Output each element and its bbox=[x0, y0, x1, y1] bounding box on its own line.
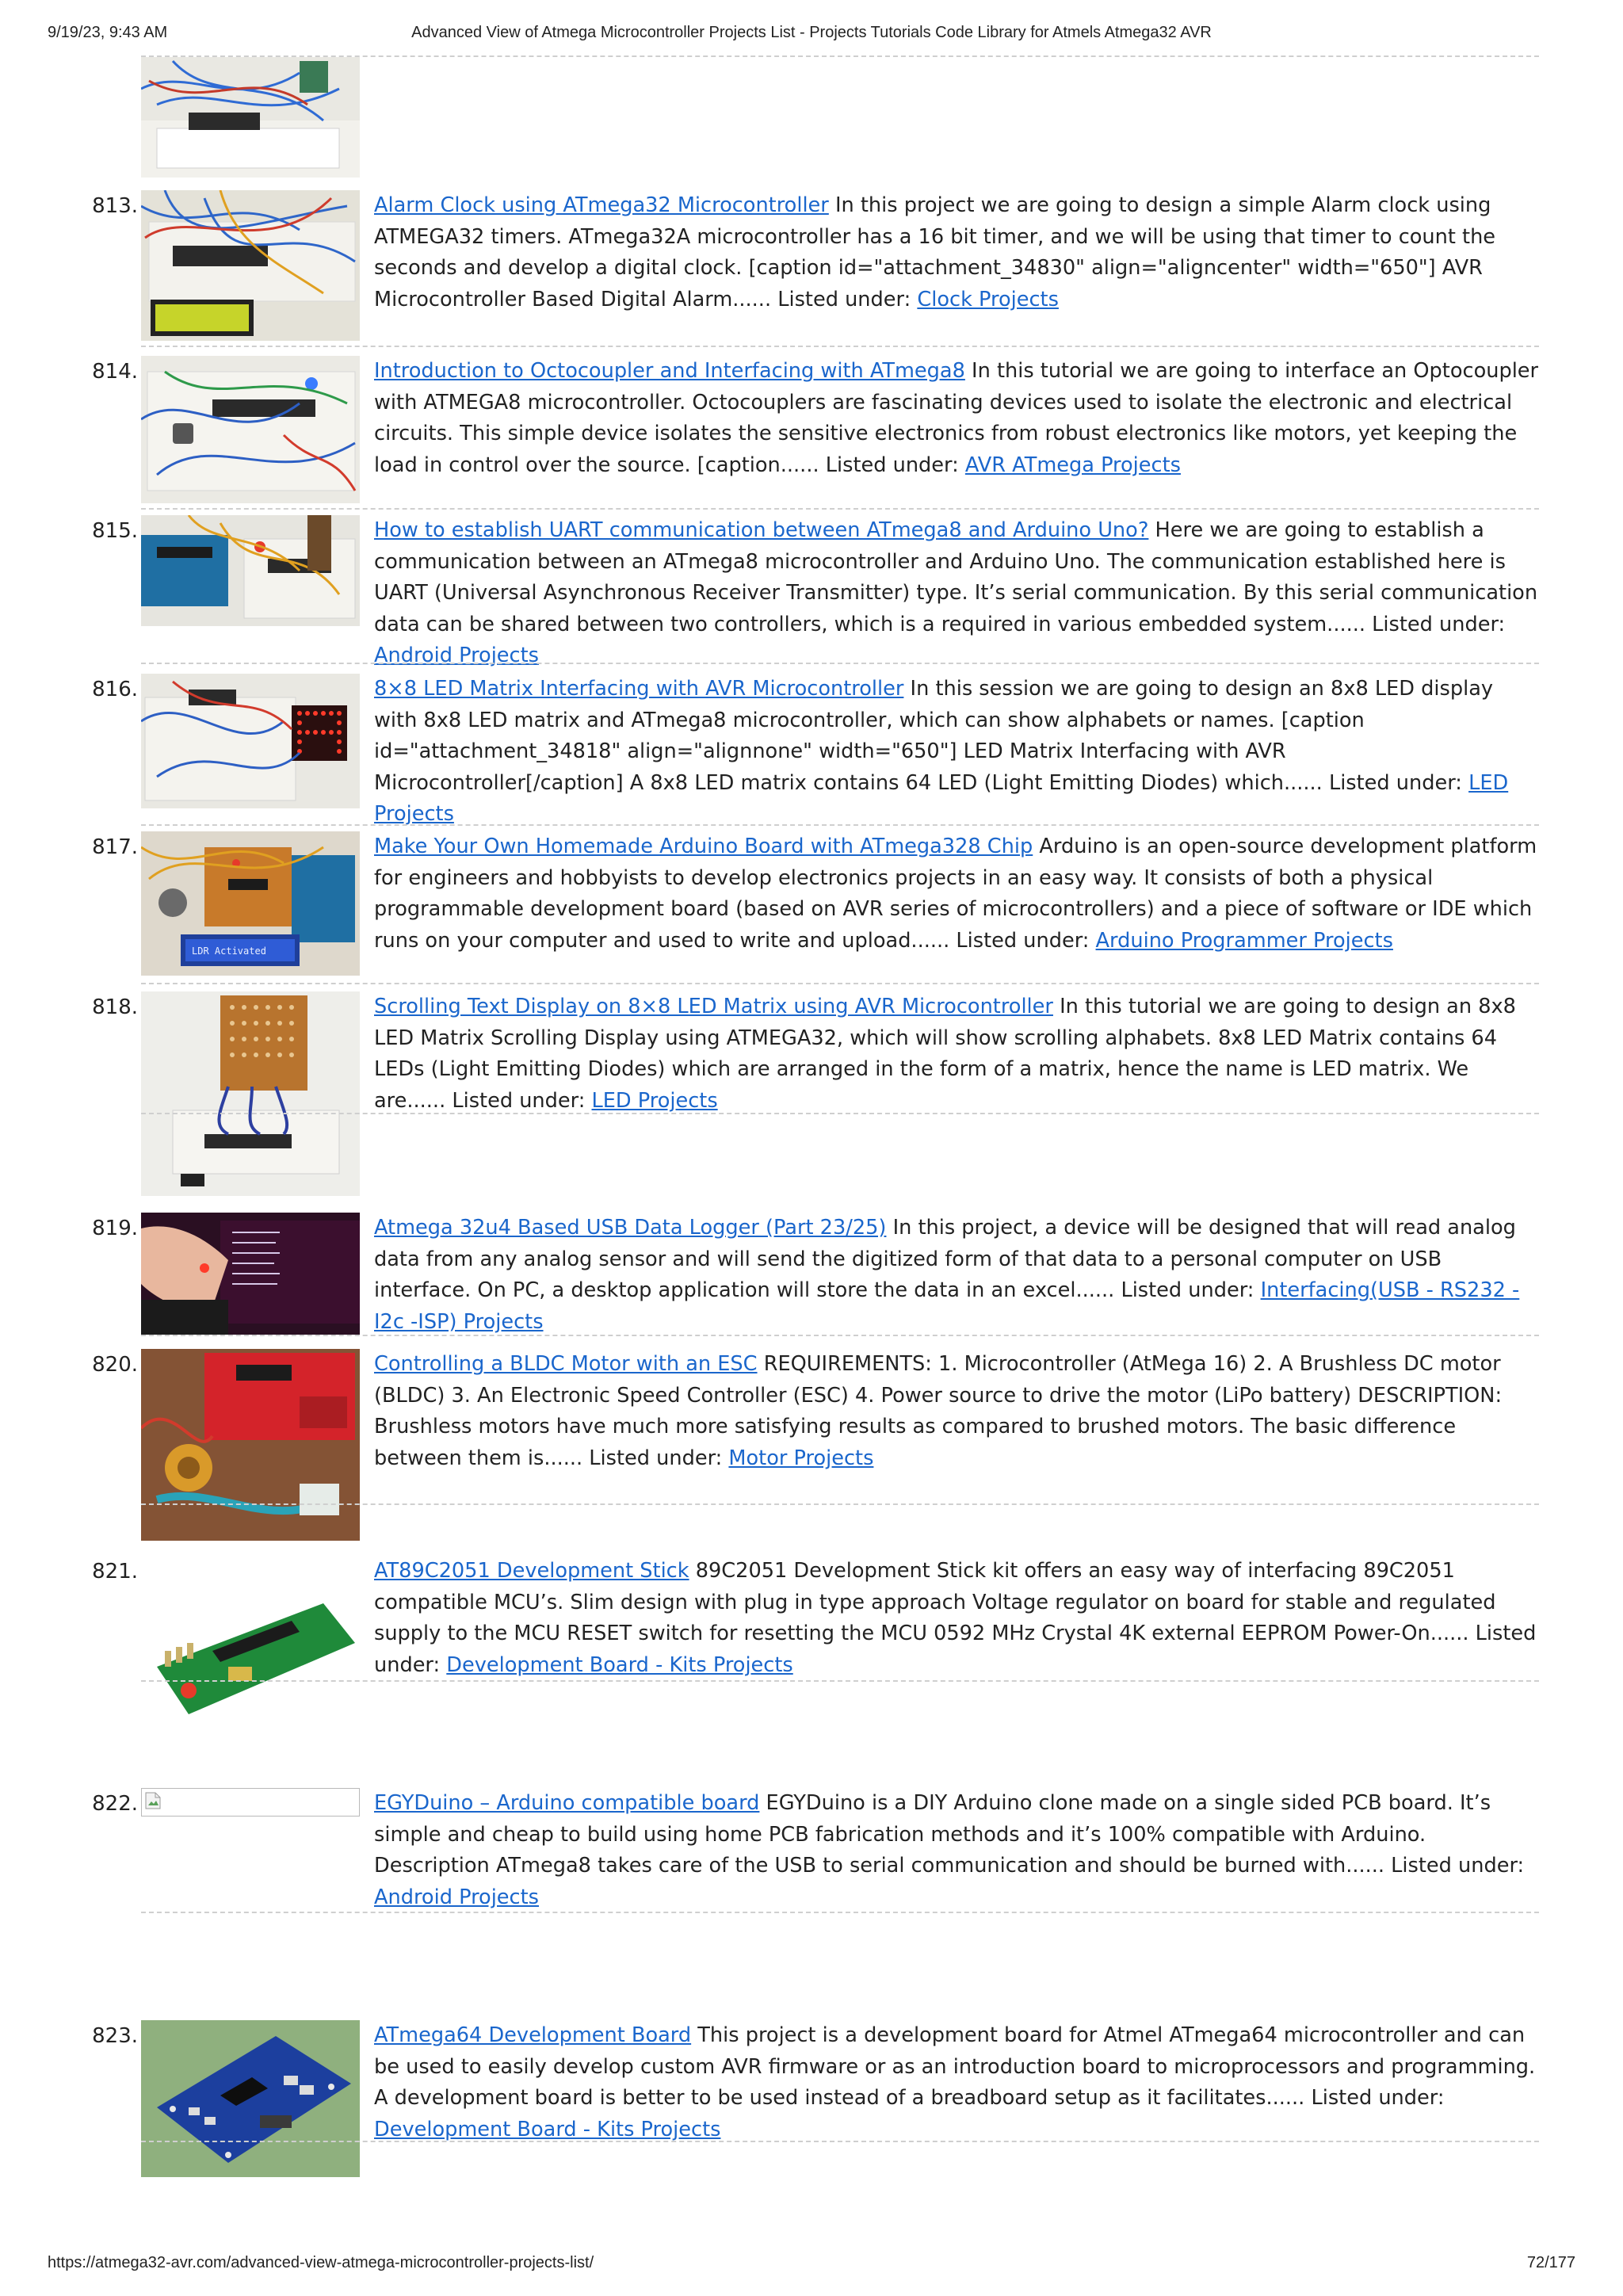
entry-text bbox=[374, 991, 1541, 1117]
entry-thumbnail[interactable] bbox=[141, 515, 360, 626]
listed-under-label: Listed under: bbox=[374, 1622, 1537, 1677]
divider bbox=[141, 2141, 1539, 2142]
entry-description: In this project we are going to design a simple Alarm clock using ATMEGA32 timers. ATmega32A microcontroller has a 16 bit timer, and we will be using that timer to count the seconds and develop a digital clock. [caption id="attachment_34830" align="aligncenter" width="650"] AVR Microcontroller Based Digital Alarm...... bbox=[374, 193, 1496, 311]
entry-text bbox=[374, 356, 1541, 481]
entry-title-link[interactable]: Atmega 32u4 Based USB Data Logger (Part 23/25) bbox=[374, 1216, 887, 1240]
listed-under-label: Listed under: bbox=[956, 928, 1090, 953]
divider bbox=[141, 1335, 1539, 1336]
listed-under-label: Listed under: bbox=[1311, 2086, 1445, 2110]
divider bbox=[141, 1113, 1539, 1114]
entry-thumbnail[interactable] bbox=[141, 1556, 360, 1738]
entry-thumbnail[interactable] bbox=[141, 1349, 360, 1541]
category-link[interactable]: LED Projects bbox=[374, 770, 1509, 826]
entry-number: 817. bbox=[92, 835, 138, 859]
arduino-uart-photo-icon bbox=[141, 515, 360, 626]
entry-thumbnail[interactable] bbox=[141, 356, 360, 503]
listed-under-label: Listed under: bbox=[589, 1446, 723, 1470]
category-link[interactable]: Android Projects bbox=[374, 644, 539, 667]
divider bbox=[141, 508, 1539, 510]
entry-text bbox=[374, 674, 1541, 831]
divider bbox=[141, 1912, 1539, 1913]
breadboard-optocoupler-photo-icon bbox=[141, 356, 360, 503]
entry-text bbox=[374, 1213, 1541, 1338]
divider bbox=[141, 1503, 1539, 1505]
entry-thumbnail[interactable] bbox=[141, 190, 360, 341]
divider bbox=[141, 663, 1539, 664]
entry-text bbox=[374, 1556, 1541, 1681]
perfboard-led-matrix-photo-icon bbox=[141, 991, 360, 1196]
entry-title-link[interactable]: Make Your Own Homemade Arduino Board with ATmega328 Chip bbox=[374, 835, 1033, 858]
category-link[interactable]: Android Projects bbox=[374, 1885, 539, 1909]
entry-thumbnail[interactable] bbox=[141, 1213, 360, 1335]
entry-title-link[interactable]: 8×8 LED Matrix Interfacing with AVR Microcontroller bbox=[374, 677, 904, 701]
listed-under-label: Listed under: bbox=[1391, 1854, 1525, 1878]
listed-under-label: Listed under: bbox=[1328, 770, 1462, 795]
category-link[interactable]: Motor Projects bbox=[728, 1446, 874, 1470]
atmega64-board-photo-icon bbox=[141, 2020, 360, 2177]
category-link[interactable]: Clock Projects bbox=[917, 287, 1059, 311]
entry-number: 823. bbox=[92, 2024, 138, 2048]
entry-text bbox=[374, 1349, 1541, 1474]
entry-description: In this project, a device will be designed that will read analog data from any analog sensor and will send the digitized form of that data to a personal computer on USB interface. On PC, a desktop application will store the data in an excel...... bbox=[374, 1216, 1516, 1302]
breadboard-lcd-photo-icon bbox=[141, 190, 360, 341]
entry-description: Arduino is an open-source development platform for engineers and hobbyists to develop electronics projects in an easy way. It consists of both a physical programmable development board (based on AVR series of microcontrollers) and a piece of software or IDE which runs on your computer and used to write and upload...... bbox=[374, 835, 1537, 953]
entry-thumbnail[interactable] bbox=[141, 831, 360, 976]
category-link[interactable]: LED Projects bbox=[591, 1088, 718, 1113]
entry-title-link[interactable]: How to establish UART communication between ATmega8 and Arduino Uno? bbox=[374, 518, 1149, 542]
entry-title-link[interactable]: EGYDuino – Arduino compatible board bbox=[374, 1791, 760, 1815]
divider bbox=[141, 1680, 1539, 1682]
entry-thumbnail[interactable] bbox=[141, 991, 360, 1196]
entry-description: In this session we are going to design an 8x8 LED display with 8x8 LED matrix and ATmega8 microcontroller, which can show alphabets or names. [caption id="attachment_34818" align="alignnone" width="650"] LED Matrix Interfacing with AVR Microcontroller[/caption] A 8x8 LED matrix contains 64 LED (Light Emitting Diodes) which...... bbox=[374, 677, 1494, 795]
entry-text bbox=[374, 831, 1541, 957]
entry-description: In this tutorial we are going to design an 8x8 LED Matrix Scrolling Display using ATMEGA32, which will show scrolling alphabets. 8x8 LED Matrix contains 64 LEDs (Light Emitting Diodes) which are arranged in the form of a matrix, hence the name is LED matrix. We are...... bbox=[374, 995, 1516, 1113]
entry-number: 818. bbox=[92, 995, 138, 1019]
usb-logger-photo-icon bbox=[141, 1213, 360, 1335]
category-link[interactable]: Development Board - Kits Projects bbox=[446, 1652, 793, 1677]
dev-stick-photo-icon bbox=[141, 1556, 360, 1738]
listed-under-label: Listed under: bbox=[1121, 1278, 1254, 1302]
listed-under-label: Listed under: bbox=[1372, 612, 1506, 636]
entry-text bbox=[374, 190, 1541, 315]
category-link[interactable]: AVR ATmega Projects bbox=[964, 453, 1181, 477]
divider bbox=[141, 983, 1539, 984]
entry-title-link[interactable]: Introduction to Octocoupler and Interfacing with ATmega8 bbox=[374, 359, 965, 383]
entry-description: EGYDuino is a DIY Arduino clone made on a single sided PCB board. It’s simple and cheap to build using home PCB fabrication methods and it’s 100% compatible with Arduino. Description ATmega8 takes care of the USB to serial communication and should be burned with...... bbox=[374, 1791, 1491, 1878]
page-url: https://atmega32-avr.com/advanced-view-atmega-microcontroller-projects-list/ bbox=[48, 2254, 594, 2271]
entry-text bbox=[374, 1788, 1541, 1913]
entry-number: 819. bbox=[92, 1217, 138, 1240]
entry-number: 813. bbox=[92, 194, 138, 218]
entry-number: 814. bbox=[92, 360, 138, 384]
category-link[interactable]: Arduino Programmer Projects bbox=[1095, 928, 1393, 953]
entry-thumbnail[interactable] bbox=[141, 1788, 360, 1817]
entry-description: 89C2051 Development Stick kit offers an easy way of interfacing 89C2051 compatible MCU’s. Slim design with plug in type approach Voltage regulator on board for stable and regulated supply to the MCU RESET switch for resetting the MCU 0592 MHz Crystal 4K external EEPROM Power-On...... bbox=[374, 1559, 1496, 1645]
entry-thumbnail[interactable] bbox=[141, 2020, 360, 2177]
category-link[interactable]: Development Board - Kits Projects bbox=[374, 2117, 721, 2141]
entry-title-link[interactable]: AT89C2051 Development Stick bbox=[374, 1559, 689, 1583]
broken-image-icon bbox=[144, 1791, 162, 1810]
entry-description: REQUIREMENTS: 1. Microcontroller (AtMega 16) 2. A Brushless DC motor (BLDC) 3. An Electronic Speed Controller (ESC) 4. Power source to drive the motor (LiPo battery) DESCRIPTION: Brushless motors have much more satisfying results as compared to brushed motors. The basic difference between them is...... bbox=[374, 1352, 1503, 1470]
entry-title-link[interactable]: Scrolling Text Display on 8×8 LED Matrix using AVR Microcontroller bbox=[374, 995, 1053, 1018]
print-date: 9/19/23, 9:43 AM bbox=[48, 24, 168, 41]
entry-number: 822. bbox=[92, 1792, 138, 1816]
homemade-arduino-photo-icon bbox=[141, 831, 360, 976]
entry-text bbox=[374, 2020, 1541, 2145]
bldc-esc-photo-icon bbox=[141, 1349, 360, 1541]
lcd-text: LDR Activated bbox=[192, 946, 266, 957]
divider bbox=[141, 824, 1539, 826]
entry-title-link[interactable]: Alarm Clock using ATmega32 Microcontroller bbox=[374, 193, 829, 217]
led-matrix-photo-icon bbox=[141, 674, 360, 808]
document-title: Advanced View of Atmega Microcontroller Projects List - Projects Tutorials Code Library for Atmels Atmega32 AVR bbox=[411, 24, 1212, 41]
entry-description: This project is a development board for Atmel ATmega64 microcontroller and can be used to easily develop custom AVR firmware or as an introduction board to microprocessors and programming. A development board is better to be used instead of a breadboard setup as it facilitates...... bbox=[374, 2023, 1536, 2110]
previous-entry-thumbnail[interactable] bbox=[141, 57, 360, 178]
page-number: 72/177 bbox=[1526, 2254, 1575, 2271]
entry-number: 821. bbox=[92, 1560, 138, 1584]
print-footer bbox=[48, 2254, 1575, 2275]
entry-text bbox=[374, 515, 1541, 672]
entry-description: In this tutorial we are going to interface an Optocoupler with ATMEGA8 microcontroller. Octocouplers are fascinating devices used to isolate the electronic and electrical circuits. This simple device isolates the sensitive electronics from robust electronics like motors, yet keeping the load in control over the source. [caption...... bbox=[374, 359, 1539, 477]
entry-description: Here we are going to establish a communication between an ATmega8 microcontroller and Arduino Uno. The communication established here is UART (Universal Asynchronous Receiver Transmitter) type. It’s serial communication. By this serial communication data can be shared between two controllers, which is a required in various embedded system...... bbox=[374, 518, 1538, 636]
listed-under-label: Listed under: bbox=[452, 1088, 586, 1113]
divider bbox=[141, 55, 1539, 57]
entry-number: 820. bbox=[92, 1353, 138, 1377]
entry-thumbnail[interactable] bbox=[141, 674, 360, 808]
listed-under-label: Listed under: bbox=[825, 453, 959, 477]
entry-title-link[interactable]: Controlling a BLDC Motor with an ESC bbox=[374, 1352, 758, 1376]
entry-number: 815. bbox=[92, 519, 138, 543]
divider bbox=[141, 346, 1539, 347]
print-header bbox=[48, 24, 1575, 44]
category-link[interactable]: Interfacing(USB - RS232 - I2c -ISP) Projects bbox=[374, 1278, 1520, 1334]
entry-title-link[interactable]: ATmega64 Development Board bbox=[374, 2023, 692, 2047]
listed-under-label: Listed under: bbox=[777, 287, 911, 311]
entry-number: 816. bbox=[92, 678, 138, 701]
